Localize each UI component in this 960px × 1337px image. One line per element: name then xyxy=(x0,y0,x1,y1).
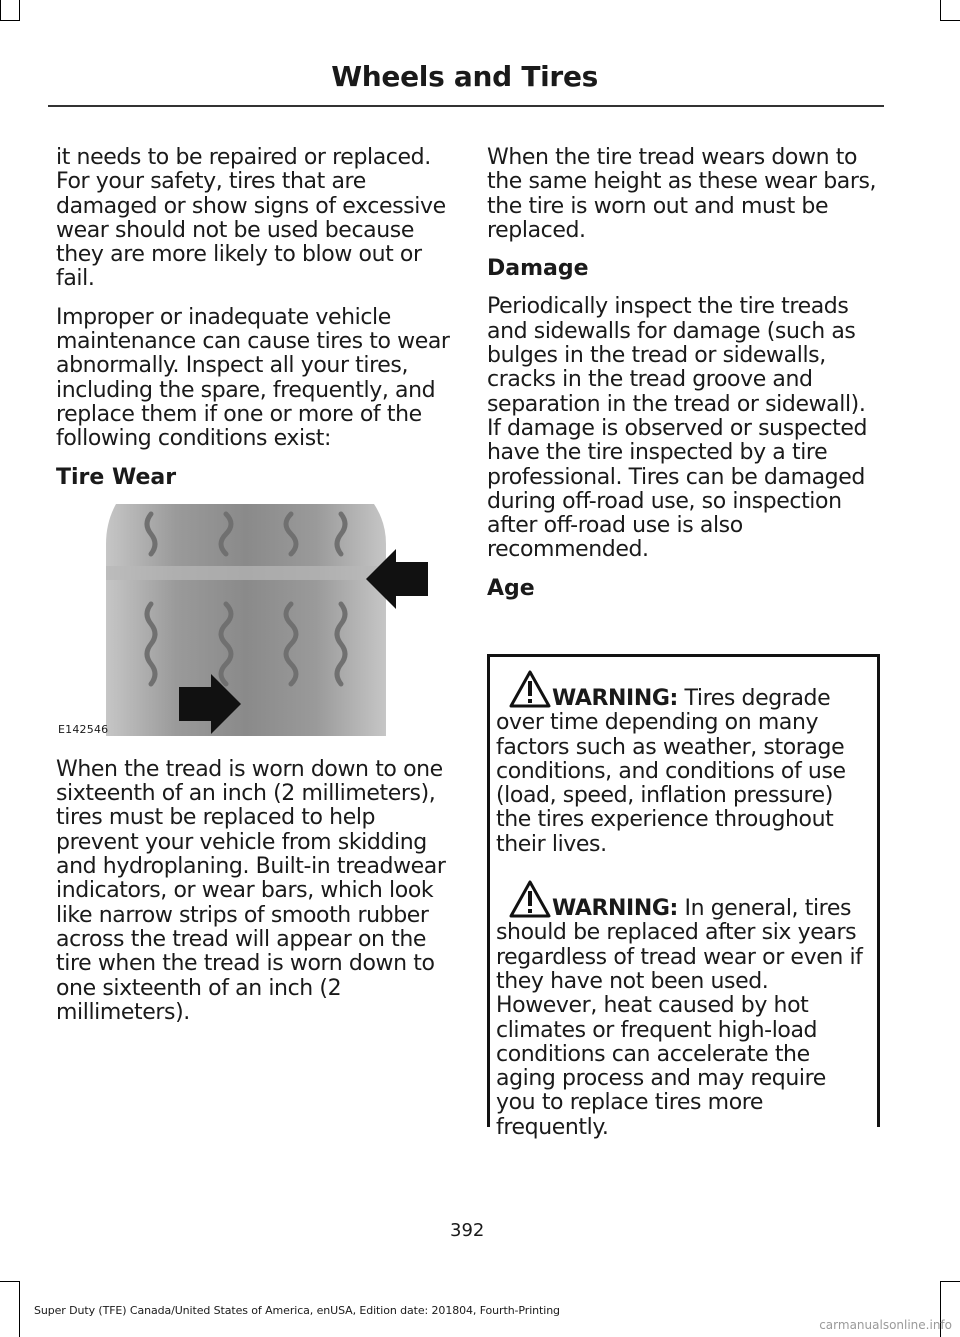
warning-body: Tires degrade over time depending on many factors such as weather, storage conditions, and conditions of use (load, speed, inflation pressure) the tires experience throughout their lives. xyxy=(496,686,846,857)
crop-mark xyxy=(0,0,1,20)
warning-box xyxy=(487,654,880,1140)
warning-text xyxy=(496,669,871,857)
crop-mark xyxy=(0,20,20,21)
crop-mark xyxy=(940,20,960,21)
warning-label: WARNING: xyxy=(552,896,678,922)
crop-mark xyxy=(940,0,941,20)
warning-block xyxy=(496,669,871,857)
right-column xyxy=(487,146,881,615)
page-number: 392 xyxy=(450,1220,485,1241)
crop-mark xyxy=(0,1281,20,1282)
warning-triangle-icon xyxy=(508,669,552,709)
paragraph: Improper or inadequate vehicle maintenance can cause tires to wear abnormally. Inspect all your tires, including the spare, frequently, and replace them if one or more of the following conditions exist: xyxy=(56,304,450,452)
footer-text: Super Duty (TFE) Canada/United States of America, enUSA, Edition date: 201804, Fourth-Printing xyxy=(34,1304,560,1317)
warning-text xyxy=(496,879,871,1140)
left-column xyxy=(56,146,456,1039)
crop-mark xyxy=(19,1281,20,1337)
section-heading-tire-wear: Tire Wear xyxy=(56,464,177,490)
warning-body: In general, tires should be replaced after six years regardless of tread wear or even if they have not been used. However, heat caused by hot climates or frequent high-load conditions can accelerate the aging process and may require you to replace tires more frequently. xyxy=(496,896,863,1140)
paragraph: it needs to be repaired or replaced. For your safety, tires that are damaged or show signs of excessive wear should not be used because they are more likely to blow out or fail. xyxy=(56,145,446,292)
page-title: Wheels and Tires xyxy=(331,60,598,93)
warning-label: WARNING: xyxy=(552,686,678,711)
warning-block xyxy=(496,879,871,1140)
tire-wear-figure xyxy=(56,504,446,736)
crop-mark xyxy=(19,0,20,20)
crop-mark xyxy=(940,1281,960,1282)
paragraph: Periodically inspect the tire treads and sidewalls for damage (such as bulges in the tread or sidewalls, cracks in the tread groove and separation in the tread or sidewall). If damage is observed or suspected have the tire inspected by a tire professional. Tires can be damaged during off-road use, so inspection after off-road use is also recommended. xyxy=(487,294,868,563)
section-heading-age: Age xyxy=(487,575,535,601)
paragraph: When the tire tread wears down to the same height as these wear bars, the tire is worn out and must be replaced. xyxy=(487,145,877,243)
tire-tread-illustration xyxy=(56,504,446,736)
paragraph: When the tread is worn down to one sixteenth of an inch (2 millimeters), tires must be replaced to help prevent your vehicle from skidding and hydroplaning. Built-in treadwear indicators, or wear bars, which look like narrow strips of smooth rubber across the tread will appear on the tire when the tread is worn down to one sixteenth of an inch (2 millimeters). xyxy=(56,756,446,1025)
watermark: carmanualsonline.info xyxy=(819,1318,952,1332)
header-rule xyxy=(48,105,884,107)
section-heading-damage: Damage xyxy=(487,256,589,282)
figure-code: E142546 xyxy=(58,722,109,736)
warning-triangle-icon xyxy=(508,879,552,919)
